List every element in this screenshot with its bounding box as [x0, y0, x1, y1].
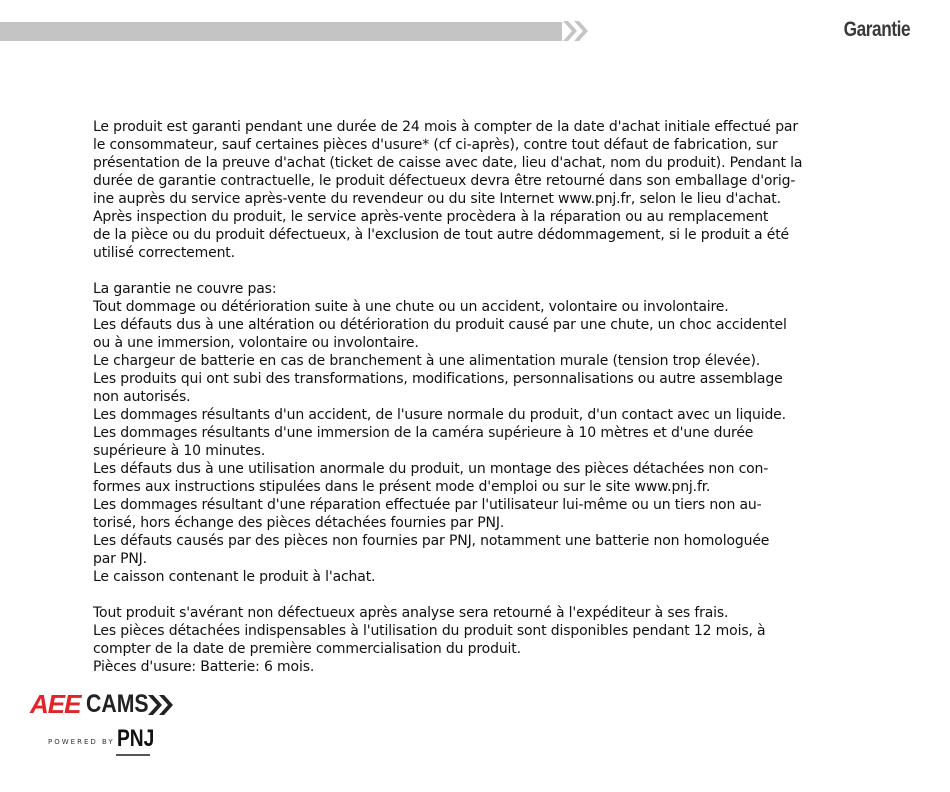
text-line: Les pièces détachées indispensables à l'utilisation du produit sont disponibles pendant 12 mois, à	[93, 623, 766, 639]
header-bar	[0, 22, 562, 41]
logo-brand-part1: AEE	[30, 689, 81, 719]
page-title: Garantie	[843, 18, 910, 41]
text-line: formes aux instructions stipulées dans le présent mode d'emploi ou sur le site www.pnj.fr.	[93, 479, 711, 495]
warranty-text	[93, 118, 893, 676]
text-line: Les défauts dus à une altération ou détérioration du produit causé par une chute, un choc accidentel	[93, 317, 787, 333]
text-line: Pièces d'usure: Batterie: 6 mois.	[93, 659, 315, 675]
text-line: Après inspection du produit, le service après-vente procèdera à la réparation ou au remplacement	[93, 209, 769, 225]
text-line: Les dommages résultants d'un accident, de l'usure normale du produit, d'un contact avec un liquide.	[93, 407, 786, 423]
text-line: non autorisés.	[93, 389, 191, 405]
logo-partner-underline	[116, 754, 150, 756]
text-line: Les produits qui ont subi des transformations, modifications, personnalisations ou autre assemblage	[93, 371, 783, 387]
text-line: supérieure à 10 minutes.	[93, 443, 266, 459]
text-line: Le caisson contenant le produit à l'achat.	[93, 569, 376, 585]
text-line: ou à une immersion, volontaire ou involontaire.	[93, 335, 419, 351]
text-line: présentation de la preuve d'achat (ticket de caisse avec date, lieu d'achat, nom du produit). Pendant la	[93, 155, 803, 171]
text-line: torisé, hors échange des pièces détachées fournies par PNJ.	[93, 515, 505, 531]
text-line: de la pièce ou du produit défectueux, à l'exclusion de tout autre dédommagement, si le produit a été	[93, 227, 789, 243]
text-line: durée de garantie contractuelle, le produit défectueux devra être retourné dans son emballage d'orig-	[93, 173, 796, 189]
double-chevron-icon	[561, 19, 591, 43]
text-line: Tout produit s'avérant non défectueux après analyse sera retourné à l'expéditeur à ses frais.	[93, 605, 729, 621]
text-line: La garantie ne couvre pas:	[93, 281, 277, 297]
logo-brand-part2: CAMS	[86, 690, 149, 718]
text-line: ine auprès du service après-vente du revendeur ou du site Internet www.pnj.fr, selon le lieu d'achat.	[93, 191, 781, 207]
text-line: par PNJ.	[93, 551, 147, 567]
text-line: Les dommages résultant d'une réparation effectuée par l'utilisateur lui-même ou un tiers non au-	[93, 497, 762, 513]
text-line: Le produit est garanti pendant une durée de 24 mois à compter de la date d'achat initiale effectué par	[93, 119, 798, 135]
text-line: Le chargeur de batterie en cas de branchement à une alimentation murale (tension trop élevée).	[93, 353, 761, 369]
text-line: compter de la date de première commercialisation du produit.	[93, 641, 521, 657]
text-line: Tout dommage ou détérioration suite à une chute ou un accident, volontaire ou involontaire.	[93, 299, 729, 315]
paragraph-returns-parts	[93, 604, 893, 676]
logo-chevron-icon	[147, 694, 175, 716]
text-line: Les défauts dus à une utilisation anormale du produit, un montage des pièces détachées non con-	[93, 461, 769, 477]
text-line: le consommateur, sauf certaines pièces d'usure* (cf ci-après), contre tout défaut de fabrication, sur	[93, 137, 778, 153]
paragraph-warranty-terms	[93, 118, 893, 262]
logo-powered-by: POWERED BY	[48, 738, 115, 746]
aeecams-logo	[30, 691, 180, 763]
paragraph-exclusions	[93, 280, 893, 586]
text-line: Les dommages résultants d'une immersion de la caméra supérieure à 10 mètres et d'une durée	[93, 425, 754, 441]
logo-partner: PNJ	[117, 725, 155, 752]
text-line: utilisé correctement.	[93, 245, 235, 261]
text-line: Les défauts causés par des pièces non fournies par PNJ, notamment une batterie non homologuée	[93, 533, 770, 549]
